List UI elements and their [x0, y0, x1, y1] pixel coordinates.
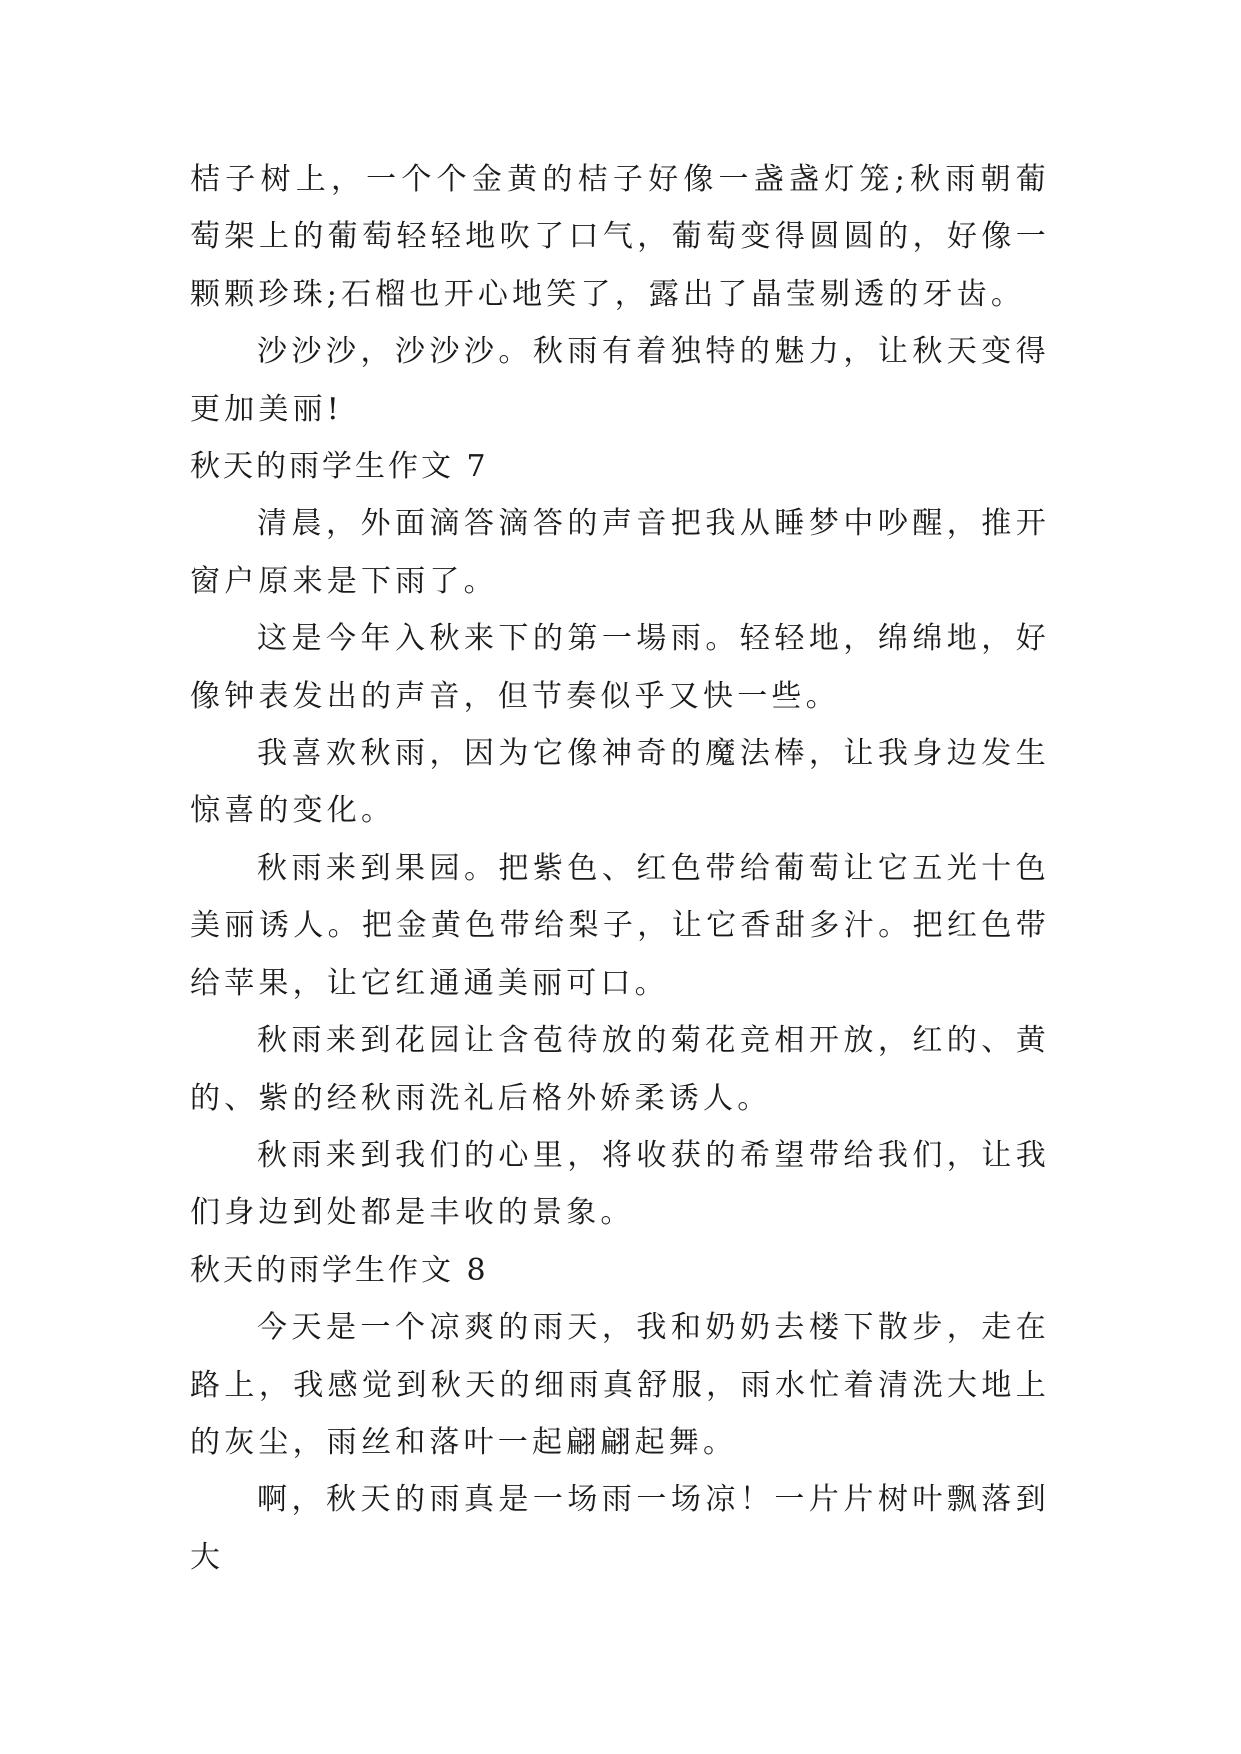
paragraph: 这是今年入秋来下的第一場雨。轻轻地，绵绵地，好像钟表发出的声音，但节奏似乎又快一些。 [190, 621, 1050, 714]
paragraph: 我喜欢秋雨，因为它像神奇的魔法棒，让我身边发生惊喜的变化。 [190, 736, 1050, 829]
section-heading: 秋天的雨学生作文 8 [190, 1252, 489, 1288]
paragraph: 清晨，外面滴答滴答的声音把我从睡梦中吵醒，推开窗户原来是下雨了。 [190, 506, 1050, 599]
paragraph: 秋雨来到花园让含苞待放的菊花竞相开放，红的、黄的、紫的经秋雨洗礼后格外娇柔诱人。 [190, 1023, 1050, 1116]
document-page [190, 151, 1050, 1586]
paragraph: 今天是一个凉爽的雨天，我和奶奶去楼下散步，走在路上，我感觉到秋天的细雨真舒服，雨水忙着清洗大地上的灰尘，雨丝和落叶一起翩翩起舞。 [190, 1310, 1050, 1460]
paragraph: 桔子树上，一个个金黄的桔子好像一盏盏灯笼;秋雨朝葡萄架上的葡萄轻轻地吹了口气，葡萄变得圆圆的，好像一颗颗珍珠;石榴也开心地笑了，露出了晶莹剔透的牙齿。 [190, 162, 1050, 312]
paragraph: 啊，秋天的雨真是一场雨一场凉！一片片树叶飘落到大 [190, 1482, 1050, 1575]
paragraph: 秋雨来到果园。把紫色、红色带给葡萄让它五光十色美丽诱人。把金黄色带给梨子，让它香甜多汁。把红色带给苹果，让它红通通美丽可口。 [190, 850, 1050, 1001]
paragraph: 沙沙沙，沙沙沙。秋雨有着独特的魅力，让秋天变得更加美丽! [190, 334, 1050, 427]
paragraph: 秋雨来到我们的心里，将收获的希望带给我们，让我们身边到处都是丰收的景象。 [190, 1137, 1050, 1231]
section-heading: 秋天的雨学生作文 7 [190, 449, 489, 485]
